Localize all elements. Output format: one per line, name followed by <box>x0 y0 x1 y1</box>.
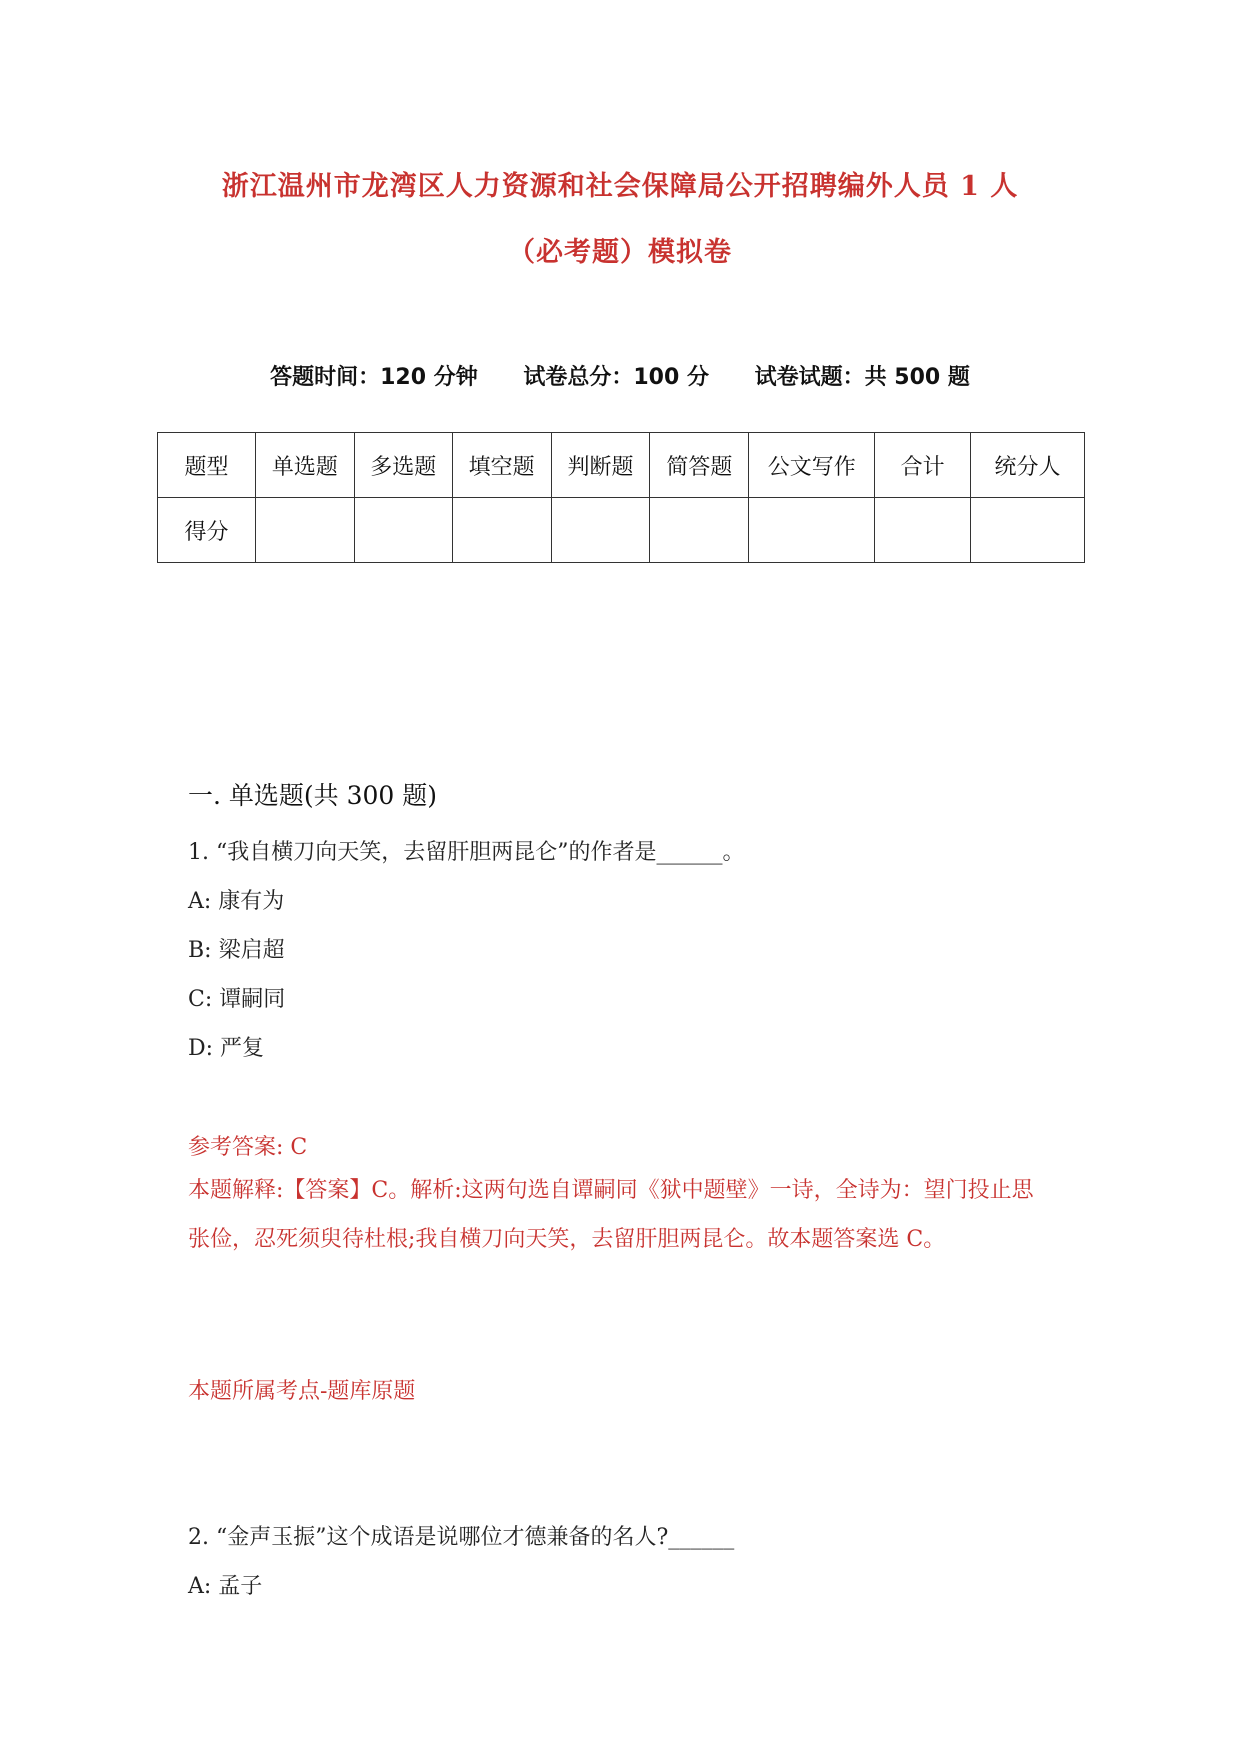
table-header-cell: 统分人 <box>971 433 1085 498</box>
section-title: 一. 单选题(共 300 题) <box>188 781 438 810</box>
exam-question-count: 试卷试题：共 500 题 <box>754 365 970 390</box>
question-1-answer: 参考答案: C <box>188 1135 308 1160</box>
question-1-option-a: A: 康有为 <box>188 889 285 914</box>
table-header-cell: 填空题 <box>452 433 551 498</box>
table-header-cell: 题型 <box>158 433 256 498</box>
question-1-topic: 本题所属考点-题库原题 <box>188 1379 416 1404</box>
score-cell <box>875 498 971 563</box>
score-table-header-row <box>158 433 1085 498</box>
score-cell <box>650 498 749 563</box>
question-1-option-c: C: 谭嗣同 <box>188 987 286 1012</box>
question-2-stem: 2. “金声玉振”这个成语是说哪位才德兼备的名人?______ <box>188 1525 735 1550</box>
exam-total-score: 试卷总分：100 分 <box>523 365 709 390</box>
score-table <box>157 432 1085 563</box>
score-table-score-row <box>158 498 1085 563</box>
question-1-stem: 1. “我自横刀向天笑，去留肝胆两昆仑”的作者是______。 <box>188 840 745 865</box>
document-title-line-2: （必考题）模拟卷 <box>508 237 732 268</box>
score-cell <box>971 498 1085 563</box>
table-header-cell: 公文写作 <box>749 433 875 498</box>
table-header-cell: 多选题 <box>354 433 452 498</box>
score-cell <box>452 498 551 563</box>
table-header-cell: 判断题 <box>551 433 650 498</box>
table-header-cell: 合计 <box>875 433 971 498</box>
score-cell <box>255 498 354 563</box>
score-cell <box>354 498 452 563</box>
exam-time: 答题时间：120 分钟 <box>270 365 478 390</box>
question-1-option-d: D: 严复 <box>188 1036 265 1061</box>
question-1-explanation: 本题解释:【答案】C。解析:这两句选自谭嗣同《狱中题壁》一诗，全诗为：望门投止思张俭，忍死须臾待杜根;我自横刀向天笑，去留肝胆两昆仑。故本题答案选 C。 <box>188 1178 1034 1252</box>
table-header-cell: 简答题 <box>650 433 749 498</box>
table-header-cell: 单选题 <box>255 433 354 498</box>
score-cell <box>749 498 875 563</box>
document-title-line-1: 浙江温州市龙湾区人力资源和社会保障局公开招聘编外人员 1 人 <box>221 171 1019 202</box>
score-row-label: 得分 <box>158 498 256 563</box>
exam-meta <box>0 360 1240 391</box>
question-1-option-b: B: 梁启超 <box>188 938 285 963</box>
score-cell <box>551 498 650 563</box>
question-2-option-a: A: 孟子 <box>188 1574 263 1599</box>
